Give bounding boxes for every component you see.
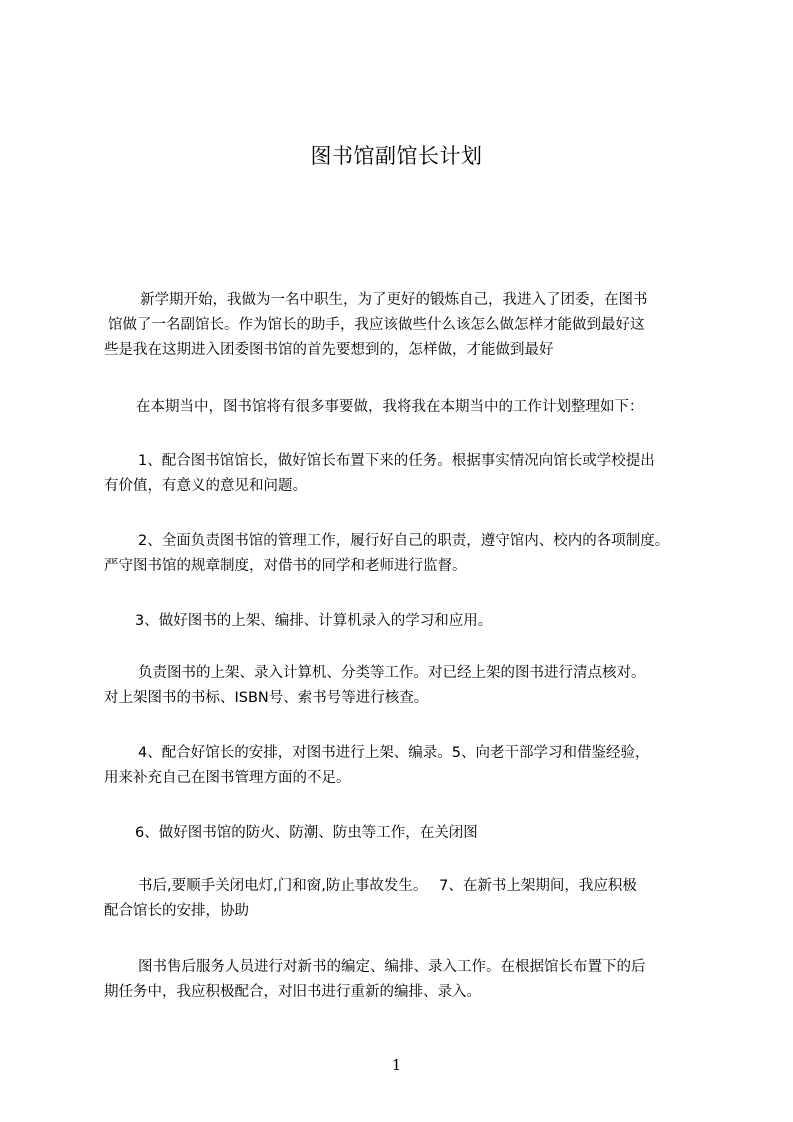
paragraph-line: 有价值，有意义的意见和问题。 (104, 478, 307, 494)
document-title: 图书馆副馆长计划 (310, 144, 483, 168)
paragraph-new-books (104, 955, 744, 1005)
paragraph-item-7 (104, 874, 744, 924)
paragraph-line: 6、做好图书馆的防火、防潮、防虫等工作，在关闭图 (135, 825, 478, 841)
paragraph-line: 3、做好图书的上架、编排、计算机录入的学习和应用。 (135, 613, 493, 629)
paragraph-line: 对上架图书的书标、ISBN号、索书号等进行核查。 (104, 690, 429, 706)
paragraph-line: 些是我在这期进入团委图书馆的首先要想到的，怎样做，才能做到最好 (104, 342, 554, 358)
page-number: 1 (391, 1056, 402, 1074)
paragraph-line: 配合馆长的安排，协助 (104, 903, 249, 919)
paragraph-line: 4、配合好馆长的安排，对图书进行上架、编录。5、向老干部学习和借鉴经验， (138, 745, 650, 761)
paragraph-line: 1、配合图书馆馆长，做好馆长布置下来的任务。根据事实情况向馆长或学校提出 (138, 453, 655, 469)
paragraph-line: 书后,要顺手关闭电灯,门和窗,防止事故发生。 7、在新书上架期间，我应积极 (138, 878, 637, 894)
paragraph-line: 负责图书的上架、录入计算机、分类等工作。对已经上架的图书进行清点核对。 (138, 665, 646, 681)
paragraph-line: 图书售后服务人员进行对新书的编定、编排、录入工作。在根据馆长布置下的后 (138, 959, 646, 975)
paragraph-item-2 (104, 529, 744, 579)
paragraph-line: 严守图书馆的规章制度，对借书的同学和老师进行监督。 (104, 558, 467, 574)
paragraph-intro (104, 288, 744, 363)
paragraph-line: 在本期当中，图书馆将有很多事要做，我将我在本期当中的工作计划整理如下： (136, 399, 644, 415)
paragraph-plan-intro (104, 395, 744, 420)
paragraph-item-4-5 (104, 741, 744, 791)
paragraph-shelving (104, 661, 744, 711)
paragraph-line: 2、全面负责图书馆的管理工作，履行好自己的职责，遵守馆内、校内的各项制度。 (138, 533, 670, 549)
paragraph-line: 新学期开始，我做为一名中职生，为了更好的锻炼自己，我进入了团委，在图书 (140, 292, 648, 308)
paragraph-item-6 (104, 821, 744, 846)
paragraph-item-1 (104, 449, 744, 499)
paragraph-line: 馆做了一名副馆长。作为馆长的助手，我应该做些什么该怎么做怎样才能做到最好这 (108, 317, 645, 333)
paragraph-item-3 (104, 609, 744, 634)
paragraph-line: 期任务中，我应积极配合，对旧书进行重新的编排、录入。 (104, 984, 481, 1000)
paragraph-line: 用来补充自己在图书管理方面的不足。 (104, 770, 351, 786)
